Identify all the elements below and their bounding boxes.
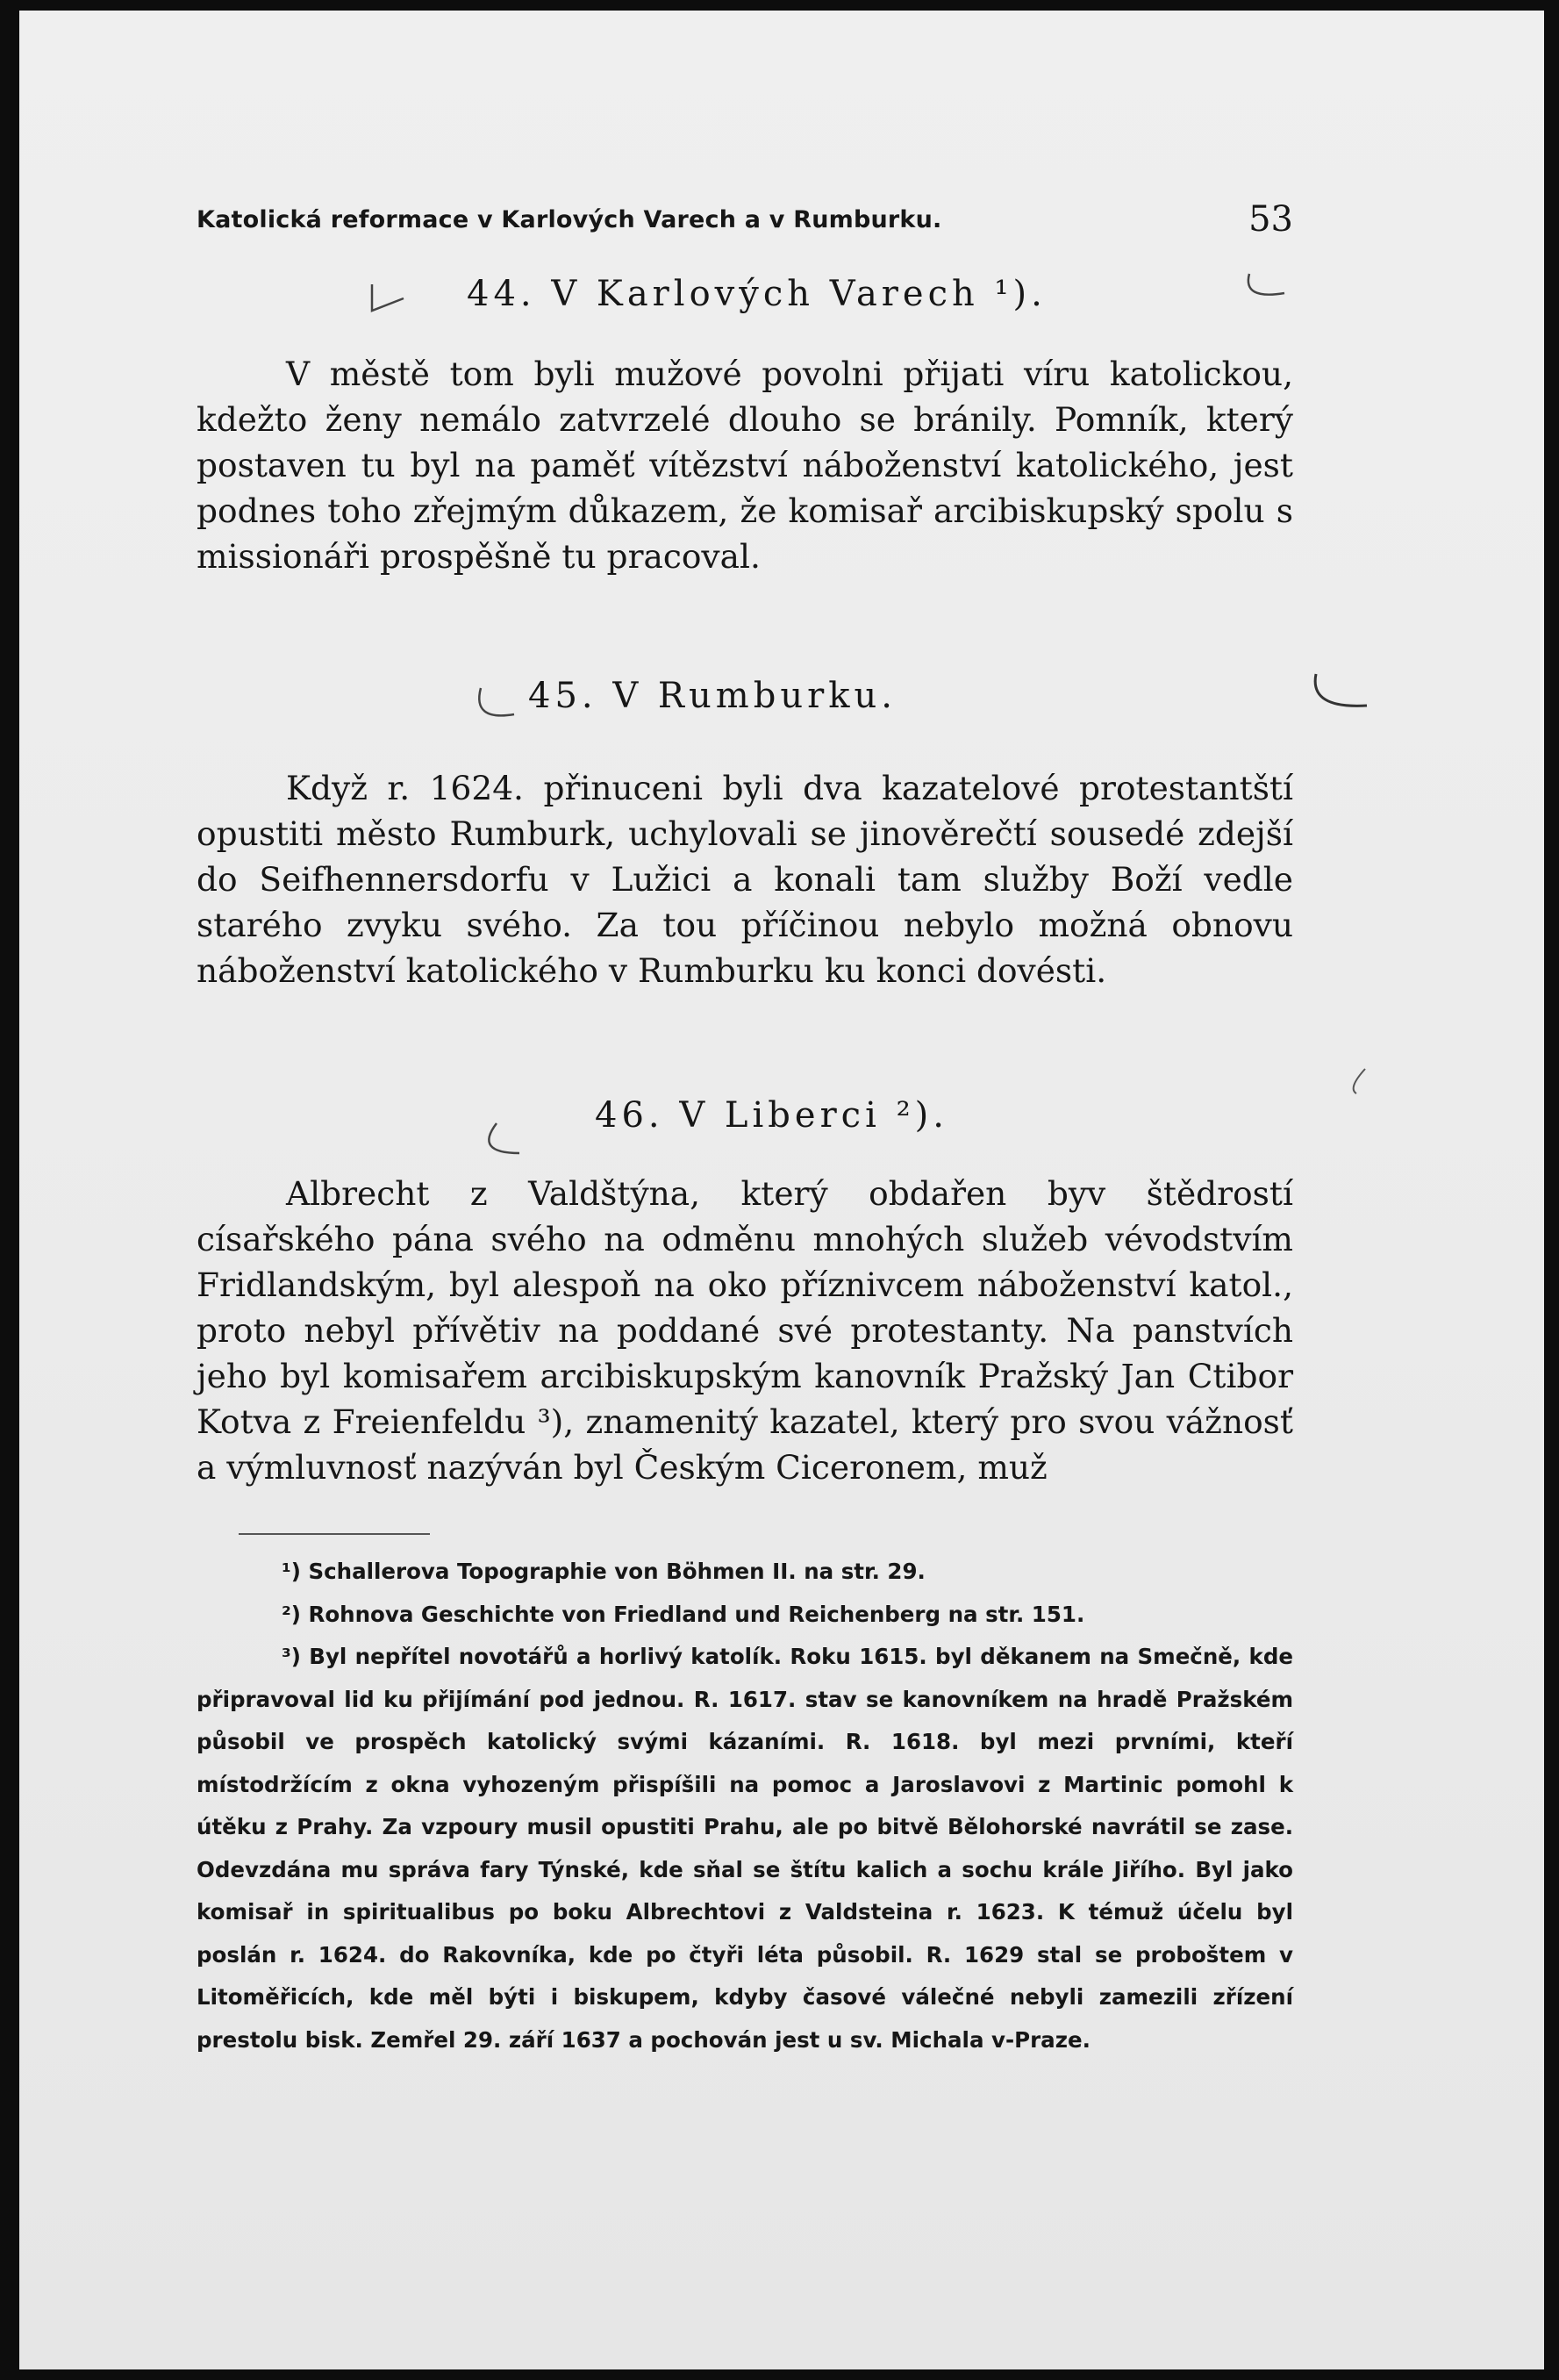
section-heading-45: 45. V Rumburku. [528, 676, 897, 716]
running-title: Katolická reformace v Karlových Varech a v Rumburku. [197, 206, 942, 233]
section-heading-44: 44. V Karlových Varech ¹). [467, 274, 1047, 314]
footnotes [197, 1551, 1293, 2061]
book-page [19, 11, 1544, 2369]
page-number: 53 [1248, 199, 1293, 240]
running-header [197, 199, 1293, 243]
paragraph-text: V městě tom byli mužové povolni přijati víru katolickou, kdežto ženy nemálo zatvrzelé dlouho se bránily. Pomník, který postaven tu byl na paměť vítězství náboženství katolického, jest podnes toho zřejmým důkazem, že komisař arcibiskupský spolu s missionáři prospěšně tu pracoval. [197, 355, 1293, 576]
footnote-3: ³) Byl nepřítel novotářů a horlivý katolík. Roku 1615. byl děkanem na Smečně, kde připravoval lid ku přijímání pod jednou. R. 1617. stav se kanovníkem na hradě Pražském působil ve prospěch katolický svými kázaními. R. 1618. byl mezi prvními, kteří místodržícím z okna vyhozeným přispíšili na pomoc a Jaroslavovi z Martinic pomohl k útěku z Prahy. Za vzpoury musil opustiti Prahu, ale po bitvě Bělohorské navrátil se zase. Odevzdána mu správa fary Týnské, kde sňal se štítu kalich a sochu krále Jiřího. Byl jako komisař in spiritualibus po boku Albrechtovi z Valdsteina r. 1623. K témuž účelu byl poslán r. 1624. do Rakovníka, kde po čtyři léta působil. R. 1629 stal se proboštem v Litoměřicích, kde měl býti i biskupem, kdyby časové válečné nebyli zamezili zřízení prestolu bisk. Zemřel 29. září 1637 a pochován jest u sv. Michala v-Praze. [197, 1644, 1293, 2053]
section-paragraph-44 [197, 351, 1293, 579]
footnote-2: ²) Rohnova Geschichte von Friedland und Reichenberg na str. 151. [282, 1601, 1085, 1627]
paragraph-text: Albrecht z Valdštýna, který obdařen byv štědrostí císařského pána svého na odměnu mnohých služeb vévodstvím Fridlandským, byl alespoň na oko příznivcem náboženství katol., proto nebyl přívětiv na poddané své protestanty. Na panstvích jeho byl komisařem arcibiskupským kanovník Pražský Jan Ctibor Kotva z Freienfeldu ³), znamenitý kazatel, který pro svou vážnosť a výmluvnosť nazýván byl Českým Ciceronem, muž [197, 1174, 1293, 1487]
book-spine-edge [0, 0, 19, 2380]
pencil-mark-icon [472, 683, 521, 731]
paragraph-text: Když r. 1624. přinuceni byli dva kazatelové protestantští opustiti město Rumburk, uchylovali se jinověrečtí sousedé zdejší do Seifhennersdorfu v Lužici a konali tam služby Boží vedle starého zvyku svého. Za tou příčinou nebylo možná obnovu náboženství katolického v Rumburku ku konci dovésti. [197, 769, 1293, 990]
section-paragraph-46 [197, 1171, 1293, 1490]
section-heading-46: 46. V Liberci ²). [595, 1095, 948, 1136]
section-paragraph-45 [197, 765, 1293, 993]
footnote-1: ¹) Schallerova Topographie von Böhmen II. na str. 29. [282, 1559, 926, 1584]
pencil-mark-icon [367, 281, 409, 322]
footnote-separator [239, 1533, 430, 1535]
pencil-mark-icon [474, 1118, 525, 1166]
